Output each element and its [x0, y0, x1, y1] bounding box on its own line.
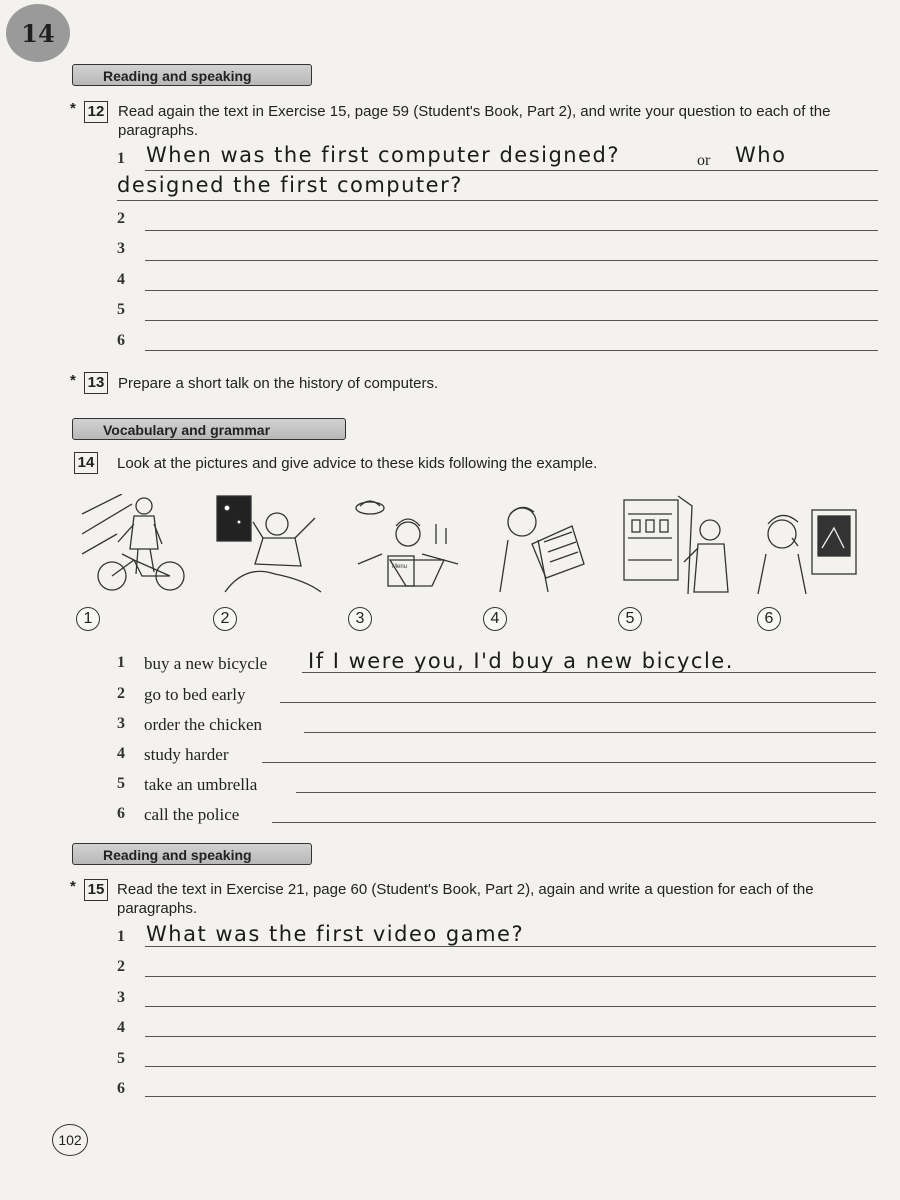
prompt-text: call the police — [144, 805, 240, 824]
prompt-number: 2 — [117, 685, 125, 702]
exercise-12-instruction: Read again the text in Exercise 15, page 59 (Student's Book, Part 2), and write your question to each of the paragraphs. — [118, 103, 831, 139]
answer-line[interactable] — [280, 702, 876, 703]
handwritten-answer: designed the first computer? — [117, 173, 463, 197]
section-heading-vocabulary-grammar: Vocabulary and grammar — [72, 418, 346, 440]
prompt-text: order the chicken — [144, 715, 262, 734]
menu-label: Menu — [392, 564, 408, 570]
prompt-number: 5 — [117, 775, 125, 792]
line-number: 3 — [117, 240, 125, 257]
picture-boy-bicycle — [82, 494, 190, 594]
answer-line[interactable] — [145, 320, 878, 321]
exercise-15-instruction: Read the text in Exercise 21, page 60 (Student's Book, Part 2), again and write a question for each of the paragraphs. — [117, 881, 814, 917]
picture-girl-menu — [352, 494, 460, 594]
line-number: 6 — [117, 1080, 125, 1097]
prompt-number: 6 — [117, 805, 125, 822]
prompt-number: 3 — [117, 715, 125, 732]
picture-girl-window — [622, 494, 730, 594]
line-number: 3 — [117, 989, 125, 1006]
picture-number: 3 — [348, 607, 372, 631]
picture-tired-boy — [215, 494, 323, 594]
answer-line — [302, 672, 876, 673]
prompt-number: 4 — [117, 745, 125, 762]
section-heading-reading-speaking: Reading and speaking — [72, 64, 312, 86]
picture-number: 1 — [76, 607, 100, 631]
picture-number: 6 — [757, 607, 781, 631]
line-number: 5 — [117, 1050, 125, 1067]
line-number: 4 — [117, 1019, 125, 1036]
line-number: 2 — [117, 210, 125, 227]
picture-number: 4 — [483, 607, 507, 631]
line-number: 2 — [117, 958, 125, 975]
answer-line — [145, 170, 878, 171]
line-number: 5 — [117, 301, 125, 318]
answer-line — [117, 200, 878, 201]
page-number: 102 — [52, 1124, 88, 1156]
answer-line[interactable] — [145, 1006, 876, 1007]
optional-star: * — [70, 878, 76, 895]
prompt-text: take an umbrella — [144, 775, 258, 794]
line-number: 1 — [117, 150, 125, 167]
line-number: 6 — [117, 332, 125, 349]
handwritten-answer: Who — [735, 143, 787, 167]
optional-star: * — [70, 100, 76, 117]
prompt-number: 1 — [117, 654, 125, 671]
answer-line[interactable] — [296, 792, 876, 793]
unit-badge: 14 — [6, 4, 70, 62]
prompt-text: buy a new bicycle — [144, 654, 268, 673]
exercise-number-14: 14 — [74, 452, 98, 474]
answer-line[interactable] — [145, 1096, 876, 1097]
picture-number: 2 — [213, 607, 237, 631]
answer-line[interactable] — [145, 1066, 876, 1067]
handwritten-answer: When was the first computer designed? — [146, 143, 621, 167]
picture-boy-phone — [752, 494, 860, 594]
exercise-14-instruction: Look at the pictures and give advice to these kids following the example. — [117, 455, 598, 472]
answer-line[interactable] — [262, 762, 876, 763]
answer-line[interactable] — [145, 350, 878, 351]
exercise-number-15: 15 — [84, 879, 108, 901]
exercise-13-instruction: Prepare a short talk on the history of computers. — [118, 375, 439, 392]
section-heading-reading-speaking-2: Reading and speaking — [72, 843, 312, 865]
exercise-number-12: 12 — [84, 101, 108, 123]
answer-line[interactable] — [145, 976, 876, 977]
handwritten-answer: What was the first video game? — [146, 922, 525, 946]
answer-line[interactable] — [272, 822, 876, 823]
prompt-text: go to bed early — [144, 685, 246, 704]
answer-line — [145, 946, 876, 947]
exercise-number-13: 13 — [84, 372, 108, 394]
picture-number: 5 — [618, 607, 642, 631]
answer-line[interactable] — [145, 1036, 876, 1037]
line-number: 4 — [117, 271, 125, 288]
picture-boy-reading — [488, 494, 596, 594]
handwritten-answer: If I were you, I'd buy a new bicycle. — [308, 649, 734, 673]
prompt-text: study harder — [144, 745, 229, 764]
line-number: 1 — [117, 928, 125, 945]
answer-line[interactable] — [145, 230, 878, 231]
or-word: or — [697, 152, 711, 169]
optional-star: * — [70, 372, 76, 389]
answer-line[interactable] — [145, 290, 878, 291]
answer-line[interactable] — [145, 260, 878, 261]
answer-line[interactable] — [304, 732, 876, 733]
